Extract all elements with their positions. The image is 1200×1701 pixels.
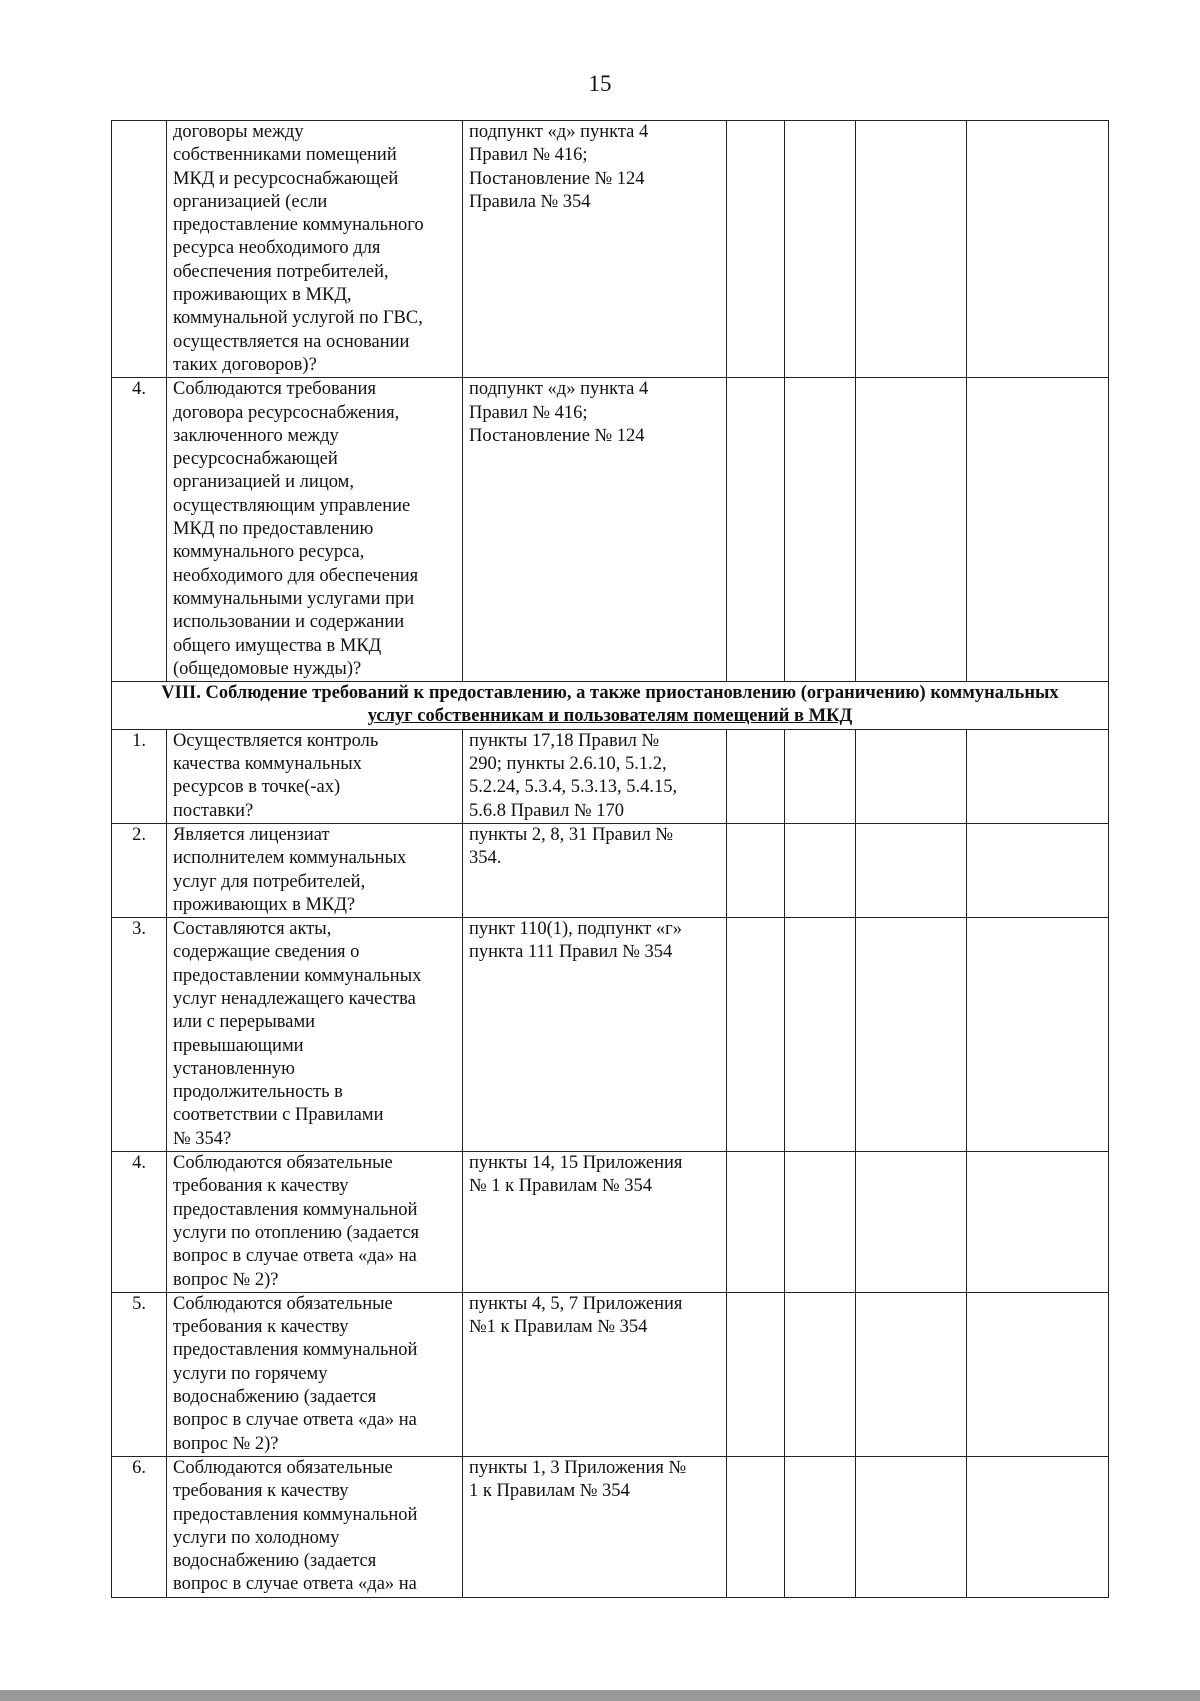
row-number: 6. [112, 1456, 167, 1597]
question-line: Является лицензиат [173, 824, 330, 845]
question-line: вопрос в случае ответа «да» на [173, 1246, 417, 1267]
scan-edge [0, 1690, 1200, 1701]
question-line: соответствии с Правилами [173, 1105, 384, 1126]
question-line: требования к качеству [173, 1317, 349, 1338]
question-line: предоставления коммунальной [173, 1504, 418, 1525]
question-line: коммунальными услугами при [173, 588, 415, 609]
answer-cell[interactable] [785, 1152, 856, 1293]
question-line: Соблюдаются обязательные [173, 1457, 393, 1478]
reference-line: пункта 111 Правил № 354 [469, 942, 673, 963]
reference-line: 1 к Правилам № 354 [469, 1481, 630, 1502]
answer-cell[interactable] [856, 1456, 967, 1597]
question-line: ресурсов в точке(-ах) [173, 777, 341, 798]
answer-cell[interactable] [856, 729, 967, 823]
question-line: заключенного между [173, 425, 339, 446]
reference-line: 290; пункты 2.6.10, 5.1.2, [469, 754, 667, 775]
answer-cell[interactable] [785, 918, 856, 1152]
question-line: услуги по горячему [173, 1363, 328, 1384]
answer-cell[interactable] [727, 918, 785, 1152]
question-line: МКД по предоставлению [173, 519, 374, 540]
question-line: предоставления коммунальной [173, 1340, 418, 1361]
answer-cell[interactable] [967, 823, 1109, 917]
reference-line: пункты 1, 3 Приложения № [469, 1457, 687, 1478]
reference-line: Правил № 416; [469, 145, 588, 166]
answer-cell[interactable] [727, 1152, 785, 1293]
legal-reference-cell [463, 823, 727, 917]
row-number: 3. [112, 918, 167, 1152]
question-line: услуг ненадлежащего качества [173, 988, 416, 1009]
legal-reference-cell [463, 378, 727, 682]
question-cell [167, 823, 463, 917]
legal-reference-cell [463, 1292, 727, 1456]
question-line: использовании и содержании [173, 612, 405, 633]
question-line: осуществляющим управление [173, 495, 411, 516]
question-line: превышающими [173, 1035, 304, 1056]
question-cell [167, 1292, 463, 1456]
table-row [112, 1456, 1109, 1597]
row-number [112, 121, 167, 378]
answer-cell[interactable] [856, 378, 967, 682]
row-number: 5. [112, 1292, 167, 1456]
answer-cell[interactable] [785, 729, 856, 823]
question-line: требования к качеству [173, 1176, 349, 1197]
question-cell [167, 378, 463, 682]
question-cell [167, 918, 463, 1152]
question-line: требования к качеству [173, 1481, 349, 1502]
question-line: проживающих в МКД, [173, 285, 352, 306]
reference-line: пункты 17,18 Правил № [469, 730, 660, 751]
table-row [112, 823, 1109, 917]
reference-line: 5.2.24, 5.3.4, 5.3.13, 5.4.15, [469, 777, 678, 798]
answer-cell[interactable] [727, 823, 785, 917]
answer-cell[interactable] [856, 1292, 967, 1456]
question-line: качества коммунальных [173, 754, 362, 775]
answer-cell[interactable] [727, 1292, 785, 1456]
question-line: Соблюдаются обязательные [173, 1293, 393, 1314]
answer-cell[interactable] [967, 121, 1109, 378]
answer-cell[interactable] [967, 918, 1109, 1152]
question-line: предоставление коммунального [173, 215, 424, 236]
answer-cell[interactable] [967, 729, 1109, 823]
answer-cell[interactable] [856, 823, 967, 917]
answer-cell[interactable] [856, 121, 967, 378]
legal-reference-cell [463, 1152, 727, 1293]
question-cell [167, 121, 463, 378]
question-line: Соблюдаются обязательные [173, 1153, 393, 1174]
answer-cell[interactable] [967, 1456, 1109, 1597]
question-line: ресурса необходимого для [173, 238, 381, 259]
reference-line: пункты 4, 5, 7 Приложения [469, 1293, 683, 1314]
legal-reference-cell [463, 1456, 727, 1597]
answer-cell[interactable] [967, 1292, 1109, 1456]
question-line: договоры между [173, 122, 304, 142]
answer-cell[interactable] [727, 378, 785, 682]
question-line: организацией и лицом, [173, 472, 354, 493]
answer-cell[interactable] [856, 918, 967, 1152]
question-line: Составляются акты, [173, 919, 332, 940]
reference-line: Постановление № 124 [469, 168, 645, 189]
question-line: договора ресурсоснабжения, [173, 402, 400, 423]
question-line: услуги по отоплению (задается [173, 1222, 420, 1243]
table-row [112, 729, 1109, 823]
question-line: осуществляется на основании [173, 331, 410, 352]
table-row [112, 121, 1109, 378]
question-line: услуг для потребителей, [173, 871, 366, 892]
row-number: 4. [112, 1152, 167, 1293]
answer-cell[interactable] [727, 121, 785, 378]
question-line: коммунального ресурса, [173, 542, 365, 563]
legal-reference-cell [463, 729, 727, 823]
reference-line: подпункт «д» пункта 4 [469, 379, 649, 400]
answer-cell[interactable] [856, 1152, 967, 1293]
reference-line: №1 к Правилам № 354 [469, 1317, 648, 1338]
legal-reference-cell [463, 918, 727, 1152]
answer-cell[interactable] [727, 1456, 785, 1597]
question-line: водоснабжению (задается [173, 1551, 377, 1572]
question-line: предоставлении коммунальных [173, 965, 422, 986]
checklist-table [111, 120, 1109, 1598]
page-number: 15 [588, 71, 612, 96]
reference-line: пункты 2, 8, 31 Правил № [469, 824, 674, 845]
question-line: обеспечения потребителей, [173, 261, 389, 282]
answer-cell[interactable] [785, 1456, 856, 1597]
question-line: вопрос № 2)? [173, 1269, 279, 1290]
answer-cell[interactable] [967, 378, 1109, 682]
reference-line: 354. [469, 848, 502, 869]
section-title-line-1: VIII. Соблюдение требований к предоставлению, а также приостановлению (ограничению) коммунальных [161, 683, 1059, 704]
legal-reference-cell [463, 121, 727, 378]
question-line: вопрос № 2)? [173, 1433, 279, 1454]
section-title [112, 682, 1109, 730]
reference-line: № 1 к Правилам № 354 [469, 1176, 653, 1197]
question-line: установленную [173, 1058, 295, 1079]
section-title-line-2: услуг собственникам и пользователям помещений в МКД [367, 706, 853, 727]
question-line: таких договоров)? [173, 354, 317, 375]
table-row [112, 378, 1109, 682]
row-number: 4. [112, 378, 167, 682]
row-number: 2. [112, 823, 167, 917]
question-line: (общедомовые нужды)? [173, 658, 362, 679]
question-line: вопрос в случае ответа «да» на [173, 1410, 417, 1431]
question-line: общего имущества в МКД [173, 635, 382, 656]
question-line: собственниками помещений [173, 145, 397, 166]
table-row [112, 918, 1109, 1152]
question-cell [167, 1456, 463, 1597]
question-line: проживающих в МКД? [173, 894, 356, 915]
reference-line: 5.6.8 Правил № 170 [469, 800, 624, 821]
question-line: необходимого для обеспечения [173, 565, 419, 586]
question-line: предоставления коммунальной [173, 1199, 418, 1220]
reference-line: пункты 14, 15 Приложения [469, 1153, 683, 1174]
question-line: ресурсоснабжающей [173, 449, 338, 470]
answer-cell[interactable] [785, 1292, 856, 1456]
question-line: организацией (если [173, 191, 328, 212]
reference-line: подпункт «д» пункта 4 [469, 122, 649, 142]
question-line: или с перерывами [173, 1012, 316, 1033]
question-cell [167, 1152, 463, 1293]
table-row [112, 1152, 1109, 1293]
question-line: коммунальной услугой по ГВС, [173, 308, 423, 329]
table-row [112, 1292, 1109, 1456]
answer-cell[interactable] [967, 1152, 1109, 1293]
row-number: 1. [112, 729, 167, 823]
answer-cell[interactable] [785, 378, 856, 682]
reference-line: Правила № 354 [469, 191, 591, 212]
question-line: продолжительность в [173, 1082, 343, 1103]
question-line: № 354? [173, 1128, 232, 1149]
question-line: Соблюдаются требования [173, 379, 376, 400]
question-line: Осуществляется контроль [173, 730, 379, 751]
question-line: водоснабжению (задается [173, 1387, 377, 1408]
question-line: исполнителем коммунальных [173, 848, 407, 869]
answer-cell[interactable] [785, 121, 856, 378]
answer-cell[interactable] [727, 729, 785, 823]
reference-line: Правил № 416; [469, 402, 588, 423]
reference-line: Постановление № 124 [469, 425, 645, 446]
question-line: вопрос в случае ответа «да» на [173, 1574, 417, 1595]
question-line: МКД и ресурсоснабжающей [173, 168, 399, 189]
question-cell [167, 729, 463, 823]
question-line: услуги по холодному [173, 1527, 340, 1548]
answer-cell[interactable] [785, 823, 856, 917]
question-line: поставки? [173, 800, 254, 821]
section-header-row [112, 682, 1109, 730]
reference-line: пункт 110(1), подпункт «г» [469, 919, 683, 940]
question-line: содержащие сведения о [173, 942, 360, 963]
